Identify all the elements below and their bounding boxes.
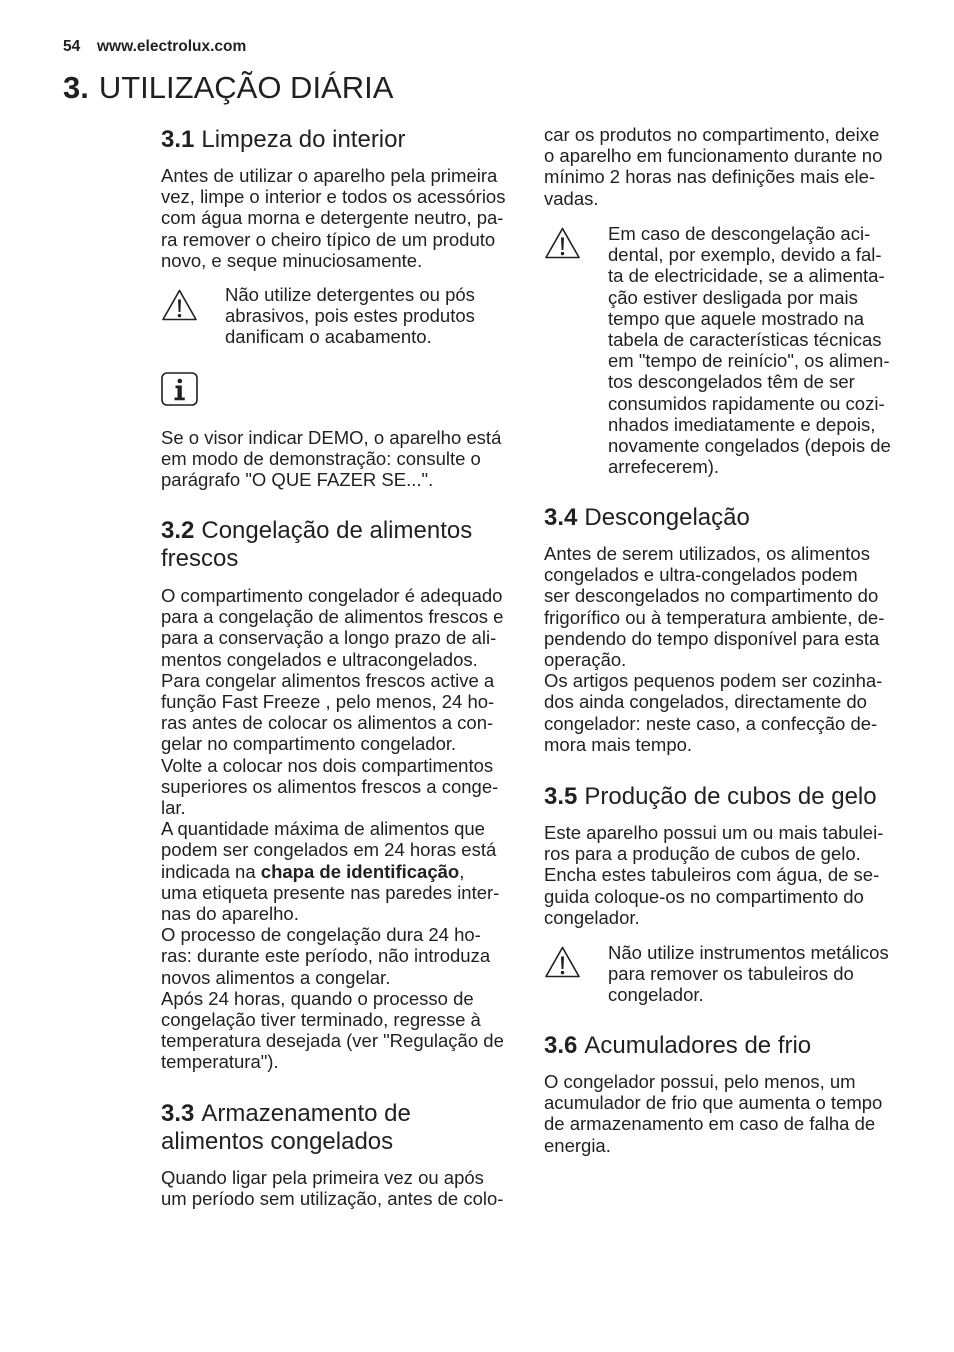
section-3-3-paragraph-part-2: car os produtos no compartimento, deixe o aparelho em funcionamento durante no mínimo 2 horas nas definições mais ele- vadas.	[544, 124, 883, 209]
section-3-1-info-text: Se o visor indicar DEMO, o aparelho está em modo de demonstração: consulte o parágrafo "O QUE FAZER SE...".	[161, 427, 502, 491]
section-heading-3-1	[161, 126, 405, 154]
warning-triangle-icon	[544, 226, 581, 260]
chapter-number: 3.	[63, 70, 89, 105]
section-title: Limpeza do interior	[201, 126, 406, 153]
section-3-4-paragraph: Antes de serem utilizados, os alimentos congelados e ultra-congelados podem ser descongelados no compartimento do frigorífico ou à temperatura ambiente, de- pendendo do tempo disponível para esta operação. Os artigos pequenos podem ser cozinha- dos ainda congelados, directamente do congelador: neste caso, a confecção de- mora mais tempo.	[544, 543, 885, 755]
section-3-5-paragraph: Este aparelho possui um ou mais tabulei- ros para a produção de cubos de gelo. Encha estes tabuleiros com água, de se- guida coloque-os no compartimento do congelador.	[544, 822, 884, 928]
section-3-2-paragraph	[161, 585, 504, 1073]
section-number: 3.6	[544, 1032, 578, 1059]
section-title: Armazenamento de alimentos congelados	[161, 1100, 411, 1155]
section-heading-3-3	[161, 1100, 411, 1156]
section-heading-3-2	[161, 517, 472, 573]
chapter-title-text: UTILIZAÇÃO DIÁRIA	[98, 70, 394, 105]
warning-triangle-icon	[544, 945, 581, 979]
chapter-title	[63, 70, 393, 106]
section-3-6-paragraph: O congelador possui, pelo menos, um acumulador de frio que aumenta o tempo de armazenamento em caso de falha de energia.	[544, 1071, 883, 1156]
section-3-1-warning-text: Não utilize detergentes ou pós abrasivos, pois estes produtos danificam o acabamento.	[225, 284, 475, 348]
section-3-1-paragraph: Antes de utilizar o aparelho pela primeira vez, limpe o interior e todos os acessórios com água morna e detergente neutro, pa- ra remover o cheiro típico de um produto novo, e seque minuciosamente.	[161, 165, 506, 271]
section-title: Congelação de alimentos frescos	[161, 517, 473, 572]
warning-triangle-icon	[161, 288, 198, 322]
section-number: 3.2	[161, 517, 195, 544]
section-3-5-warning-text: Não utilize instrumentos metálicos para remover os tabuleiros do congelador.	[608, 942, 889, 1006]
section-title: Acumuladores de frio	[584, 1032, 812, 1059]
warning-icon	[544, 226, 581, 260]
paragraph-bold-term: chapa de identificação	[260, 860, 460, 882]
info-icon	[161, 372, 198, 406]
section-heading-3-5	[544, 783, 877, 811]
information-icon	[161, 372, 198, 406]
section-3-3-warning-text: Em caso de descongelação aci- dental, por exemplo, devido a fal- ta de electricidade, se a alimenta- ção estiver desligada por mais tempo que aquele mostrado na tabela de características técnicas em "tempo de reinício", os alimen- tos descongelados têm de ser consumidos rapidamente ou cozi- nhados imediatamente e depois, novamente congelados (depois de arrefecerem).	[608, 223, 891, 478]
page-number: 54	[63, 38, 81, 55]
section-title: Produção de cubos de gelo	[584, 783, 877, 810]
paragraph-text: O compartimento congelador é adequado para a congelação de alimentos frescos e para a conservação a longo prazo de ali- mentos congelados e ultracongelados. Para congelar alimentos frescos active a função Fast Freeze , pelo menos, 24 ho- ras antes de colocar os alimentos a con- gelar no compartimento congelador. Volte a colocar nos dois compartimentos superiores os alimentos frescos a conge- lar. A quantidade máxima de alimentos que podem ser congelados em 24 horas está indicada na	[161, 585, 504, 882]
section-number: 3.3	[161, 1100, 195, 1127]
section-title: Descongelação	[584, 504, 750, 531]
warning-icon	[161, 288, 198, 322]
section-number: 3.1	[161, 126, 195, 153]
section-number: 3.4	[544, 504, 578, 531]
paragraph-text: , uma etiqueta presente nas paredes inter- nas do aparelho. O processo de congelação dura 24 ho- ras: durante este período, não introduza novos alimentos a congelar. Após 24 horas, quando o processo de congelação tiver terminado, regresse à temperatura desejada (ver "Regulação de temperatura").	[161, 860, 504, 1073]
website-url: www.electrolux.com	[97, 38, 247, 55]
section-number: 3.5	[544, 783, 578, 810]
section-heading-3-4	[544, 504, 750, 532]
warning-icon	[544, 945, 581, 979]
section-3-3-paragraph-part-1: Quando ligar pela primeira vez ou após um período sem utilização, antes de colo-	[161, 1167, 504, 1210]
section-heading-3-6	[544, 1032, 811, 1060]
